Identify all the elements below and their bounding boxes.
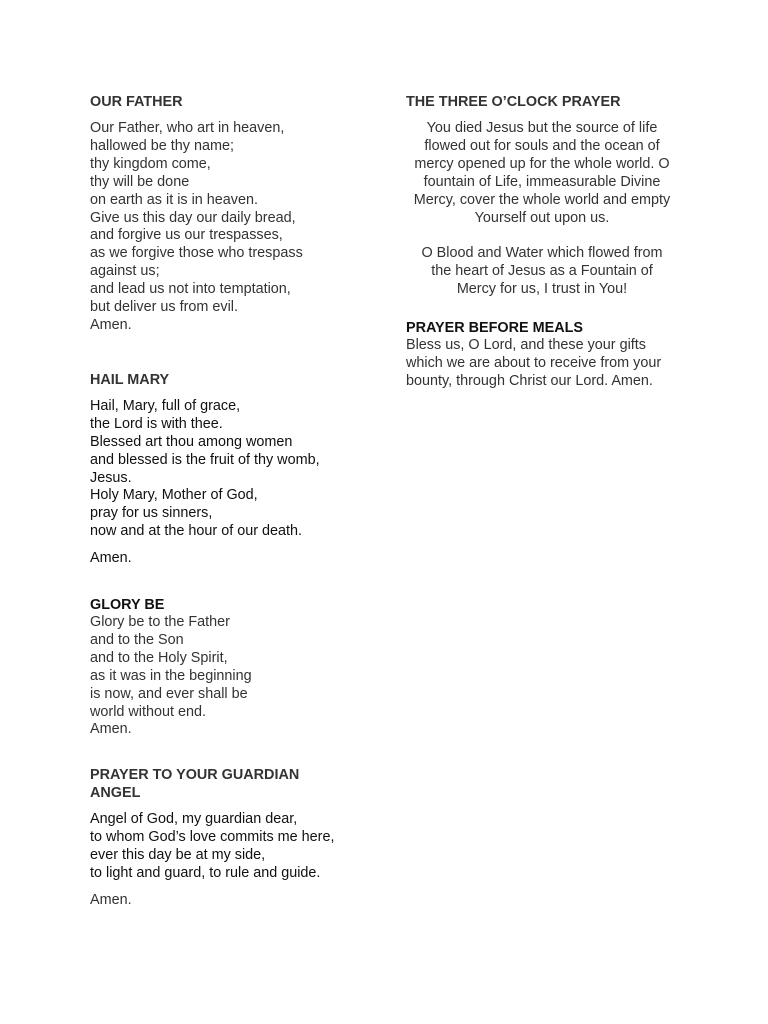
before-meals-text: Bless us, O Lord, and these your gifts which we are about to receive from your bounty, through Christ our Lord. Amen. bbox=[406, 337, 662, 389]
guardian-angel-text: Angel of God, my guardian dear, to whom God’s love commits me here, ever this day be at my side, to light and guard, to rule and guide. bbox=[90, 811, 335, 882]
three-oclock-title: THE THREE O’CLOCK PRAYER bbox=[406, 94, 621, 110]
guardian-angel-title: PRAYER TO YOUR GUARDIAN ANGEL bbox=[90, 767, 300, 802]
before-meals-title: PRAYER BEFORE MEALS bbox=[406, 320, 583, 337]
hail-mary-section bbox=[90, 371, 380, 568]
left-column bbox=[90, 93, 380, 910]
hail-mary-title: HAIL MARY bbox=[90, 371, 170, 388]
glory-be-title: GLORY BE bbox=[90, 597, 165, 614]
our-father-title: OUR FATHER bbox=[90, 94, 183, 110]
three-oclock-text-2: O Blood and Water which flowed from the heart of Jesus as a Fountain of Mercy for us, I trust in You! bbox=[421, 245, 663, 298]
right-column bbox=[406, 93, 678, 391]
guardian-angel-amen: Amen. bbox=[90, 892, 132, 908]
glory-be-section bbox=[90, 596, 380, 739]
before-meals-section bbox=[406, 319, 678, 391]
guardian-angel-section bbox=[90, 766, 380, 910]
our-father-section bbox=[90, 93, 380, 335]
hail-mary-text: Hail, Mary, full of grace, the Lord is with thee. Blessed art thou among women and blessed is the fruit of thy womb, Jesus. Holy Mary, Mother of God, pray for us sinners, now and at the hour of our death. bbox=[90, 397, 320, 540]
three-oclock-text: You died Jesus but the source of life flowed out for souls and the ocean of mercy opened up for the whole world. O fountain of Life, immeasurable Divine Mercy, cover the whole world and empty Yourself out upon us. bbox=[413, 120, 671, 226]
glory-be-text: Glory be to the Father and to the Son and to the Holy Spirit, as it was in the beginning is now, and ever shall be world without end. Amen. bbox=[90, 614, 252, 738]
three-oclock-section bbox=[406, 93, 678, 299]
hail-mary-amen: Amen. bbox=[90, 550, 132, 567]
our-father-text: Our Father, who art in heaven, hallowed be thy name; thy kingdom come, thy will be done on earth as it is in heaven. Give us this day our daily bread, and forgive us our trespasses, as we forgive those who trespass against us; and lead us not into temptation, but deliver us from evil. Amen. bbox=[90, 120, 303, 333]
